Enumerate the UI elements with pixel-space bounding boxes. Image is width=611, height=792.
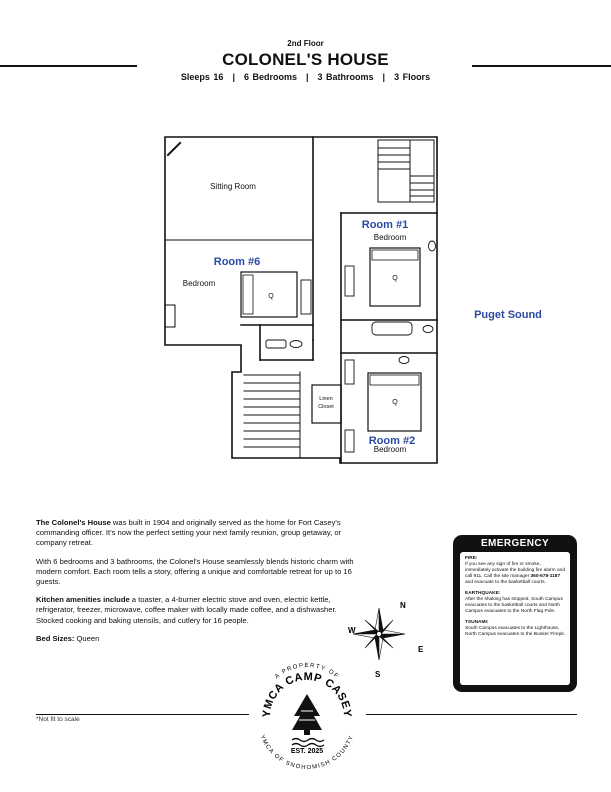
emergency-body: [460, 552, 570, 685]
desc-para-1: The Colonel's House was built in 1904 and originally served as the home for Fort Casey's commanding officer. It's now the perfect setting your next family reunion, group getaway, or company retreat.: [36, 518, 342, 548]
stat-floors: 3 Floors: [394, 72, 431, 82]
floor-label: 2nd Floor: [287, 39, 324, 48]
logo-top-arc: A PROPERTY OF: [274, 662, 340, 681]
desc-para-3: Kitchen amenities include a toaster, a 4-burner electric stove and oven, electric kettle, refrigerator, freezer, microwave, coffee maker with locally made coffee, and a dishwasher. Stocked cooking and baking utensils, and cutlery for 16 people.: [36, 595, 337, 625]
emergency-title: EMERGENCY: [480, 538, 550, 549]
tsunami-section: TSUNAMI: South Campus evacuates to the Lighthouse, North Campus evacuates to the Bunker Firepit.: [465, 620, 565, 637]
label-sitting-room: Sitting Room: [210, 182, 256, 191]
label-bed-room1: Q: [392, 275, 398, 282]
label-puget-sound: Puget Sound: [474, 309, 542, 321]
camp-casey-logo: [259, 663, 356, 771]
label-room1: Room #1: [361, 219, 409, 231]
logo-bottom-arc: YMCA OF SNOHOMISH COUNTY: [258, 734, 356, 772]
compass-e: E: [418, 645, 424, 654]
compass-w: W: [348, 626, 356, 635]
label-room6: Room #6: [213, 256, 261, 268]
tree-icon: [292, 694, 322, 730]
house-stats: Sleeps 16 | 6 Bedrooms | 3 Bathrooms | 3 Floors: [180, 72, 431, 82]
label-closet: Closet: [318, 404, 334, 410]
fire-section: FIRE: If you see any sign of fire or smoke, immediately activate the building fire alarm and call 911. Call the site manager 360-678-1187 and evacuate to the basketball courts.: [465, 556, 565, 585]
footer-rule-right: [366, 714, 577, 715]
desc-bed-sizes: Bed Sizes: Queen: [36, 633, 100, 643]
logo-main-arc: YMCA CAMP CASEY: [260, 670, 354, 718]
compass-s: S: [375, 670, 381, 679]
label-room2-bedroom: Bedroom: [373, 445, 407, 454]
site-manager-phone: 360-678-1187: [530, 574, 561, 579]
emergency-card: [453, 535, 577, 692]
compass-n: N: [400, 601, 406, 610]
scale-footnote: *Not fit to scale: [36, 716, 80, 723]
label-linen: Linen: [319, 396, 333, 402]
page-title: COLONEL'S HOUSE: [222, 50, 389, 69]
desc-para-2: With 6 bedrooms and 3 bathrooms, the Colonel's House seamlessly blends historic charm with modern comfort. Each room tells a story, offering a unique and comfortable retreat for up to 16 guests.: [36, 556, 354, 587]
description: [36, 518, 354, 652]
label-bed-room2: Q: [392, 399, 398, 406]
label-bed-room6: Q: [268, 293, 274, 300]
label-room1-bedroom: Bedroom: [373, 233, 407, 242]
stat-bedrooms: 6 Bedrooms: [243, 72, 297, 82]
stat-sleeps: Sleeps 16: [180, 72, 224, 82]
footer-rule-left: [36, 714, 249, 715]
stat-bathrooms: 3 Bathrooms: [317, 72, 374, 82]
earthquake-section: EARTHQUAKE: After the shaking has stopped, South Campus evacuates to the basketball courts and North Campus evacuates to the North Flag Pole.: [465, 591, 563, 614]
label-room6-bedroom: Bedroom: [182, 279, 216, 288]
label-room2: Room #2: [368, 435, 416, 447]
logo-est: EST. 2025: [290, 748, 324, 755]
compass-rose-icon: [353, 608, 405, 660]
